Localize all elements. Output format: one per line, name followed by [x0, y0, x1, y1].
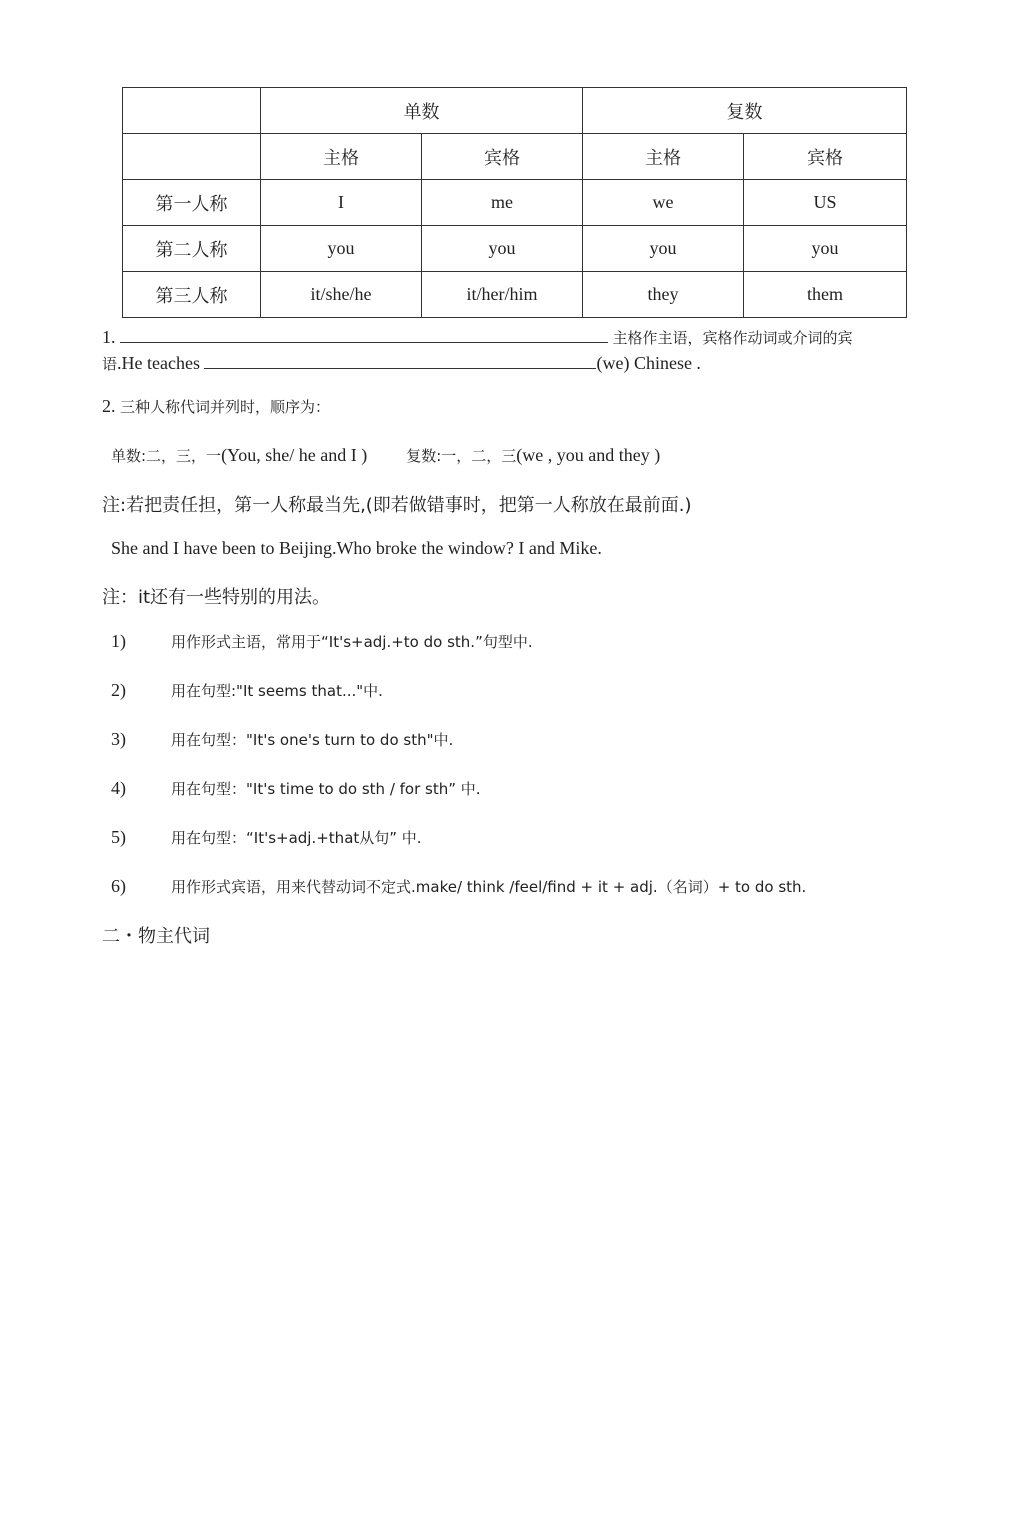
paragraph-2-text: 三种人称代词并列时，顺序为：: [120, 398, 331, 416]
note-1: 注:若把责任担，第一人称最当先,(即若做错事时，把第一人称放在最前面.): [102, 495, 692, 516]
table-cell: them: [744, 272, 907, 318]
header-plural: 复数: [583, 88, 907, 134]
table-cell: US: [744, 180, 907, 226]
paragraph-1-en: .He teaches: [117, 353, 200, 373]
paragraph-1-line-1: [102, 326, 853, 348]
subheader-cell: 宾格: [422, 134, 583, 180]
row-label: 第二人称: [123, 226, 261, 272]
usage-number: 4): [111, 778, 126, 798]
usage-item: [111, 876, 806, 897]
fill-blank-2[interactable]: [204, 352, 596, 369]
table-row: [123, 226, 907, 272]
table-corner-cell: [123, 88, 261, 134]
usage-number: 6): [111, 876, 126, 896]
table-cell: it/she/he: [261, 272, 422, 318]
row-label: 第一人称: [123, 180, 261, 226]
subheader-cell: 主格: [583, 134, 744, 180]
usage-number: 3): [111, 729, 126, 749]
paragraph-2-number: 2.: [102, 396, 116, 416]
usage-number: 1): [111, 631, 126, 651]
paragraph-1-text: 主格作主语，宾格作动词或介词的宾: [612, 329, 853, 347]
table-cell: you: [583, 226, 744, 272]
note-2: 注：it还有一些特别的用法。: [102, 587, 331, 608]
order-rule: [111, 445, 660, 466]
usage-text: 用在句型：“It's+adj.+that从句” 中.: [171, 829, 422, 847]
table-cell: they: [583, 272, 744, 318]
usage-number: 2): [111, 680, 126, 700]
subheader-cell: 主格: [261, 134, 422, 180]
table-row: [123, 180, 907, 226]
plural-order-cn: 复数:一，二，三: [406, 447, 517, 465]
row-label: 第三人称: [123, 272, 261, 318]
usage-text: 用在句型:"It seems that..."中.: [171, 682, 383, 700]
paragraph-2-title: [102, 396, 330, 417]
table-cell: you: [422, 226, 583, 272]
table-cell: I: [261, 180, 422, 226]
example-sentence: She and I have been to Beijing.Who broke the window? I and Mike.: [111, 538, 602, 558]
usage-item: [111, 680, 383, 701]
pronoun-table: [122, 87, 907, 318]
paragraph-1-line-2: [102, 352, 701, 374]
table-row: [123, 272, 907, 318]
usage-number: 5): [111, 827, 126, 847]
paragraph-1-cn: 语: [102, 355, 118, 373]
usage-text: 用作形式宾语，用来代替动词不定式.make/ think /feel/find + it + adj.（名词）+ to do sth.: [171, 878, 807, 896]
singular-order-cn: 单数:二，三，一: [111, 447, 222, 465]
section-2-heading: 二・物主代词: [102, 926, 210, 947]
table-cell: you: [261, 226, 422, 272]
fill-blank-1[interactable]: [120, 326, 608, 343]
usage-text: 用在句型："It's one's turn to do sth"中.: [171, 731, 454, 749]
header-singular: 单数: [261, 88, 583, 134]
usage-item: [111, 778, 481, 799]
table-cell: me: [422, 180, 583, 226]
usage-item: [111, 729, 453, 750]
table-cell: we: [583, 180, 744, 226]
paragraph-1-end: (we) Chinese .: [596, 353, 701, 373]
usage-text: 用作形式主语，常用于“It's+adj.+to do sth.”句型中.: [171, 633, 533, 651]
singular-order-en: (You, she/ he and I ): [221, 445, 368, 465]
table-corner-cell: [123, 134, 261, 180]
usage-item: [111, 631, 533, 652]
usage-text: 用在句型："It's time to do sth / for sth” 中.: [171, 780, 481, 798]
table-cell: you: [744, 226, 907, 272]
usage-item: [111, 827, 422, 848]
paragraph-1-number: 1.: [102, 327, 116, 347]
table-cell: it/her/him: [422, 272, 583, 318]
subheader-cell: 宾格: [744, 134, 907, 180]
plural-order-en: (we , you and they ): [516, 445, 661, 465]
